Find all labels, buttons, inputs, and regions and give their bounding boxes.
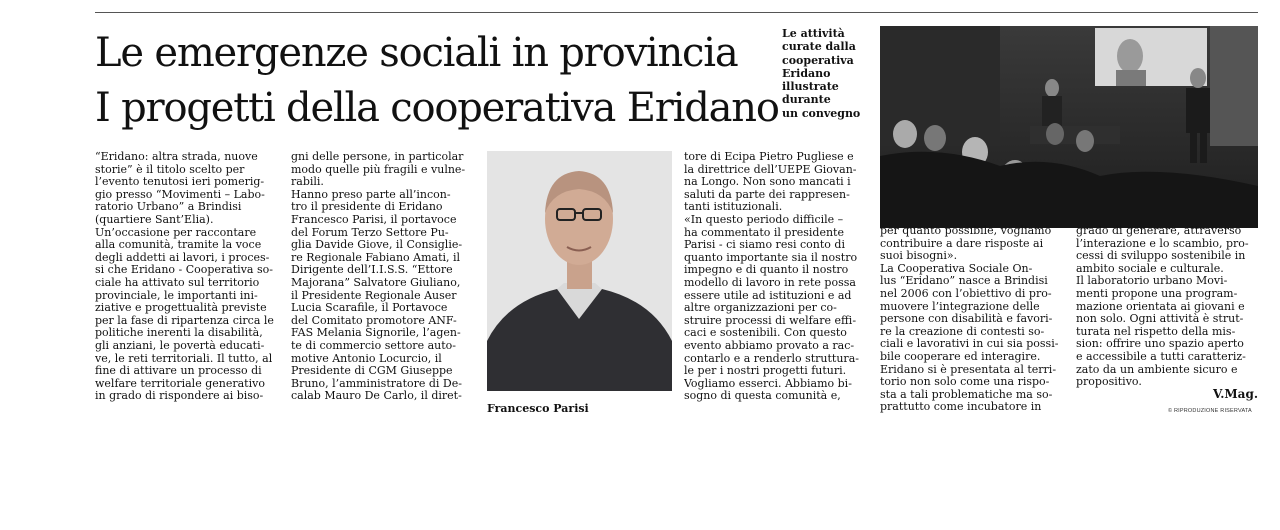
- text-line: glia Davide Giove, il Consiglie-: [291, 239, 463, 252]
- text-line: Lucia Scarafile, il Portavoce: [291, 302, 448, 315]
- text-line: le per i nostri progetti futuri.: [684, 365, 847, 378]
- copyright-notice: © RIPRODUZIONE RISERVATA: [1168, 408, 1252, 414]
- text-line: Bruno, l’amministratore di De-: [291, 377, 462, 390]
- text-line: welfare territoriale generativo: [95, 377, 265, 390]
- caption-line: curate dalla: [782, 40, 856, 54]
- text-line: storie” è il titolo scelto per: [95, 163, 245, 176]
- portrait-illustration: [487, 151, 672, 391]
- text-line: Un’occasione per raccontare: [95, 226, 257, 239]
- text-line: muovere l’integrazione delle: [880, 300, 1040, 313]
- text-column-3: [684, 151, 866, 403]
- text-line: degli addetti ai lavori, i proces-: [95, 251, 270, 264]
- text-line: ratorio Urbano” a Brindisi: [95, 201, 242, 214]
- text-line: quanto importante sia il nostro: [684, 251, 858, 264]
- text-line: Vogliamo esserci. Abbiamo bi-: [684, 377, 852, 390]
- text-line: alla comunità, tramite la voce: [95, 239, 262, 252]
- text-line: ciale ha attivato sul territorio: [95, 276, 260, 289]
- text-line: l’evento tenutosi ieri pomerig-: [95, 176, 265, 189]
- event-photo-illustration: [880, 26, 1258, 228]
- text-line: «In questo periodo difficile –: [684, 213, 844, 226]
- text-line: si che Eridano - Cooperativa so-: [95, 264, 273, 277]
- text-line: struire processi di welfare effi-: [684, 314, 857, 327]
- text-line: suoi bisogni».: [880, 250, 958, 263]
- text-column-2: [291, 151, 475, 403]
- text-line: Il laboratorio urbano Movi-: [1076, 275, 1228, 288]
- text-line: in grado di rispondere ai biso-: [95, 390, 264, 403]
- text-line: modello di lavoro in rete possa: [684, 276, 856, 289]
- portrait-photo: [487, 151, 672, 391]
- text-line: bile cooperare ed interagire.: [880, 350, 1041, 363]
- text-line: persone con disabilità e favori-: [880, 313, 1053, 326]
- text-line: la direttrice dell’UEPE Giovan-: [684, 163, 857, 176]
- headline-line-1: Le emergenze sociali in provincia: [95, 30, 738, 76]
- text-line: cessi di sviluppo sostenibile in: [1076, 250, 1246, 263]
- text-line: te di commercio settore auto-: [291, 339, 456, 352]
- text-line: nel 2006 con l’obiettivo di pro-: [880, 287, 1052, 300]
- text-line: (quartiere Sant’Elia).: [95, 213, 214, 226]
- caption-line: durante: [782, 93, 831, 107]
- text-line: del Comitato promotore ANF-: [291, 314, 457, 327]
- text-line: rabili.: [291, 176, 324, 189]
- text-line: per la fase di ripartenza circa le: [95, 314, 274, 327]
- text-line: per quanto possibile, vogliamo: [880, 225, 1052, 237]
- text-line: sta a tali problematiche ma so-: [880, 388, 1053, 401]
- text-line: menti propone una program-: [1076, 287, 1238, 300]
- text-line: re Regionale Fabiano Amati, il: [291, 251, 461, 264]
- text-line: essere utile ad istituzioni e ad: [684, 289, 852, 302]
- text-line: non solo. Ogni attività è strut-: [1076, 313, 1244, 326]
- text-line: tanti istituzionali.: [684, 201, 783, 214]
- text-line: turata nel rispetto della mis-: [1076, 325, 1236, 338]
- text-line: ve, le reti territoriali. Il tutto, al: [95, 352, 273, 365]
- text-line: Dirigente dell’I.I.S.S. “Ettore: [291, 264, 453, 277]
- text-line: ha commentato il presidente: [684, 226, 844, 239]
- text-line: na Longo. Non sono mancati i: [684, 176, 851, 189]
- caption-line: illustrate: [782, 80, 839, 94]
- text-line: Parisi - ci siamo resi conto di: [684, 239, 845, 252]
- text-line: propositivo.: [1076, 376, 1142, 389]
- text-column-4: [880, 225, 1063, 414]
- text-line: modo quelle più fragili e vulne-: [291, 163, 466, 176]
- text-line: contribuire a dare risposte ai: [880, 237, 1044, 250]
- top-rule: [95, 12, 1258, 13]
- text-line: mazione orientata ai giovani e: [1076, 300, 1245, 313]
- event-photo-caption: [782, 27, 874, 120]
- text-line: ambito sociale e culturale.: [1076, 262, 1224, 275]
- text-line: motive Antonio Locurcio, il: [291, 352, 442, 365]
- text-line: altre organizzazioni per co-: [684, 302, 837, 315]
- text-column-5: [1076, 225, 1259, 389]
- caption-line: Eridano: [782, 66, 831, 80]
- text-line: provinciale, le importanti ini-: [95, 289, 258, 302]
- text-line: tro il presidente di Eridano: [291, 201, 443, 214]
- caption-line: cooperativa: [782, 53, 854, 67]
- text-line: ziative e progettualità previste: [95, 302, 267, 315]
- text-line: Majorana” Salvatore Giuliano,: [291, 276, 461, 289]
- text-line: evento abbiamo provato a rac-: [684, 339, 855, 352]
- text-line: ciali e lavorativi in cui sia possi-: [880, 338, 1059, 351]
- text-line: e accessibile a tutti caratteriz-: [1076, 350, 1246, 363]
- text-line: prattutto come incubatore in: [880, 401, 1042, 414]
- text-line: grado di generare, attraverso: [1076, 225, 1242, 237]
- text-line: gli anziani, le povertà educati-: [95, 339, 265, 352]
- text-line: sogno di questa comunità e,: [684, 390, 841, 403]
- text-column-1: [95, 151, 278, 403]
- text-line: Francesco Parisi, il portavoce: [291, 213, 457, 226]
- text-line: gio presso “Movimenti – Labo-: [95, 188, 265, 201]
- text-line: re la creazione di contesti so-: [880, 325, 1045, 338]
- caption-line: Le attività: [782, 27, 845, 40]
- text-line: del Forum Terzo Settore Pu-: [291, 226, 449, 239]
- event-photo: [880, 26, 1258, 228]
- text-line: tore di Ecipa Pietro Pugliese e: [684, 151, 854, 163]
- headline-line-2: I progetti della cooperativa Eridano: [95, 85, 779, 131]
- text-line: politiche inerenti la disabilità,: [95, 327, 263, 340]
- text-line: Hanno preso parte all’incon-: [291, 188, 451, 201]
- text-line: impegno e di quanto il nostro: [684, 264, 849, 277]
- text-line: Eridano si è presentata al terri-: [880, 363, 1057, 376]
- text-line: calab Mauro De Carlo, il diret-: [291, 390, 462, 403]
- text-line: contarlo e a renderlo struttura-: [684, 352, 859, 365]
- text-line: l’interazione e lo scambio, pro-: [1076, 237, 1249, 250]
- headline: [95, 26, 779, 136]
- portrait-caption: Francesco Parisi: [487, 402, 589, 415]
- text-line: zato da un ambiente sicuro e: [1076, 363, 1238, 376]
- text-line: La Cooperativa Sociale On-: [880, 262, 1033, 275]
- text-line: Presidente di CGM Giuseppe: [291, 365, 453, 378]
- author-signature: V.Mag.: [1213, 387, 1259, 401]
- text-line: il Presidente Regionale Auser: [291, 289, 457, 302]
- caption-line: un convegno: [782, 106, 861, 120]
- text-line: lus “Eridano” nasce a Brindisi: [880, 275, 1048, 288]
- text-line: sion: offrire uno spazio aperto: [1076, 338, 1244, 351]
- text-line: FAS Melania Signorile, l’agen-: [291, 327, 461, 340]
- text-line: caci e sostenibili. Con questo: [684, 327, 847, 340]
- text-line: gni delle persone, in particolar: [291, 151, 464, 163]
- text-line: torio non solo come una rispo-: [880, 376, 1050, 389]
- text-line: saluti da parte dei rappresen-: [684, 188, 850, 201]
- text-line: fine di attivare un processo di: [95, 365, 262, 378]
- text-line: “Eridano: altra strada, nuove: [95, 151, 258, 163]
